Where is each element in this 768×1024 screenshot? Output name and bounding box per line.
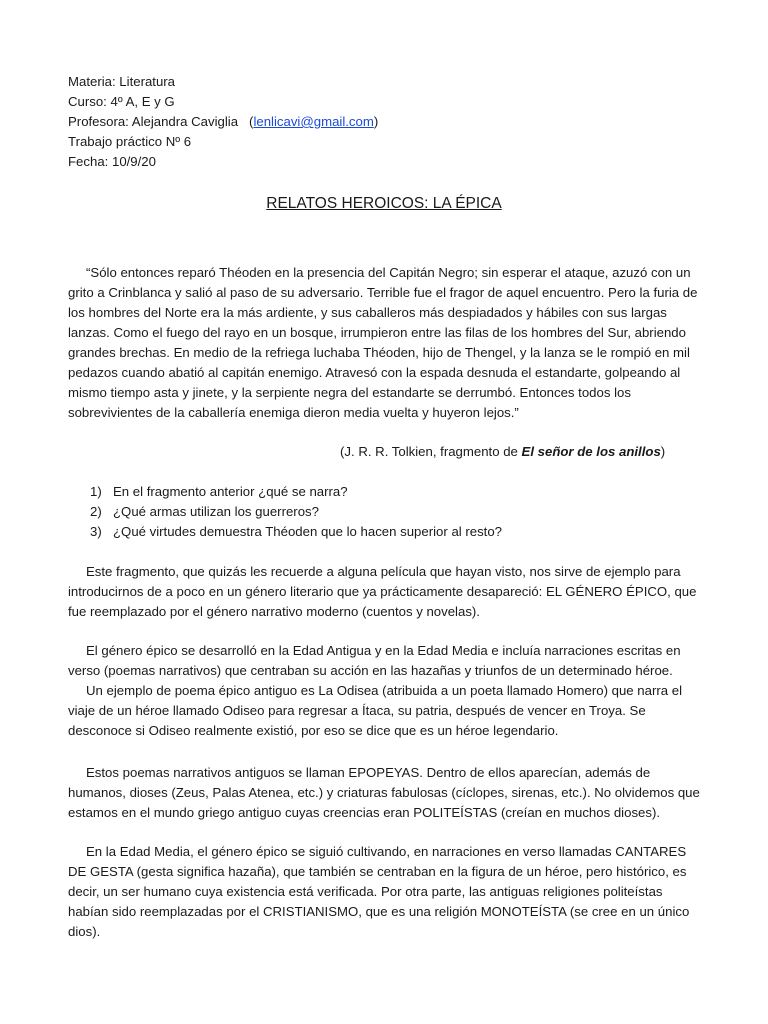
question-list <box>90 482 502 542</box>
document-header <box>68 72 378 172</box>
intro-paragraph <box>68 562 702 622</box>
paragraph-text: El género épico se desarrolló en la Edad Antigua y en la Edad Media e incluía narraciones escritas en verso (poemas narrativos) que centraban su acción en las hazañas y triunfos de un determinado héroe. <box>68 643 681 678</box>
tolkien-quote <box>68 263 702 423</box>
teacher-name: Profesora: Alejandra Caviglia ( <box>68 114 254 129</box>
subject-line: Materia: Literatura <box>68 74 176 89</box>
date-line: Fecha: 10/9/20 <box>68 154 156 169</box>
cantares-paragraph <box>68 842 702 942</box>
question-number: 1) <box>90 484 102 499</box>
question-item <box>90 502 502 522</box>
epic-genre-paragraph <box>68 641 702 741</box>
attribution-book: El señor de los anillos <box>521 444 661 459</box>
attribution-author: (J. R. R. Tolkien, fragmento de <box>340 444 522 459</box>
question-text: En el fragmento anterior ¿qué se narra? <box>113 484 348 499</box>
question-item <box>90 482 502 502</box>
assignment-line: Trabajo práctico Nº 6 <box>68 134 192 149</box>
question-number: 2) <box>90 504 102 519</box>
paragraph-text: Un ejemplo de poema épico antiguo es La Odisea (atribuida a un poeta llamado Homero) que narra el viaje de un héroe llamado Odiseo para regresar a Ítaca, su patria, después de vencer en Troya. Se desconoce si Odiseo realmente existió, por eso se dice que es un héroe legendario. <box>68 683 683 738</box>
paragraph-text: Estos poemas narrativos antiguos se llaman EPOPEYAS. Dentro de ellos aparecían, además de humanos, dioses (Zeus, Palas Atenea, etc.) y criaturas fabulosas (cíclopes, sirenas, etc.). No olvidemos que estamos en el mundo griego antiguo cuyas creencias eran POLITEÍSTAS (creían en muchos dioses). <box>68 765 700 820</box>
paragraph-text: Este fragmento, que quizás les recuerde a alguna película que hayan visto, nos sirve de ejemplo para introducirnos de a poco en un género literario que ya prácticamente desapareció: EL GÉNERO ÉPICO, que fue reemplazado por el género narrativo moderno (cuentos y novelas). <box>68 564 697 619</box>
teacher-line-close: ) <box>373 114 379 129</box>
quote-text: “Sólo entonces reparó Théoden en la presencia del Capitán Negro; sin esperar el ataque, azuzó con un grito a Crinblanca y salió al paso de su adversario. Terrible fue el fragor de aquel encuentro. Pero la furia de los hombres del Norte era la más ardiente, y sus caballeros más despiadados y hábiles con sus largas lanzas. Como el fuego del rayo en un bosque, irrumpieron entre las filas de los hombres del Sur, abriendo grandes brechas. En medio de la refriega luchaba Théoden, hijo de Thengel, y la lanza se le rompió en mil pedazos cuando abatió al capitán enemigo. Atravesó con la espada desnuda el estandarte, golpeando al mismo tiempo asta y jinete, y la serpiente negra del estandarte se derrumbó. Entonces todos los sobrevivientes de la caballería enemiga dieron media vuelta y huyeron lejos.” <box>68 265 698 420</box>
question-number: 3) <box>90 524 102 539</box>
question-text: ¿Qué armas utilizan los guerreros? <box>113 504 319 519</box>
epopeyas-paragraph <box>68 763 702 823</box>
question-text: ¿Qué virtudes demuestra Théoden que lo hacen superior al resto? <box>113 524 503 539</box>
teacher-line <box>68 112 378 132</box>
question-item <box>90 522 502 542</box>
quote-attribution <box>340 442 665 462</box>
attribution-close: ) <box>660 444 666 459</box>
course-line: Curso: 4º A, E y G <box>68 94 175 109</box>
teacher-email-link[interactable]: lenlicavi@gmail.com <box>253 114 374 129</box>
document-title: RELATOS HEROICOS: LA ÉPICA <box>266 195 502 212</box>
paragraph-text: En la Edad Media, el género épico se siguió cultivando, en narraciones en verso llamadas CANTARES DE GESTA (gesta significa hazaña), que también se centraban en la figura de un héroe, pero histórico, es decir, un ser humano cuya existencia está verificada. Por otra parte, las antiguas religiones politeístas habían sido reemplazadas por el CRISTIANISMO, que es una religión MONOTEÍSTA (se cree en un único dios). <box>68 844 690 939</box>
